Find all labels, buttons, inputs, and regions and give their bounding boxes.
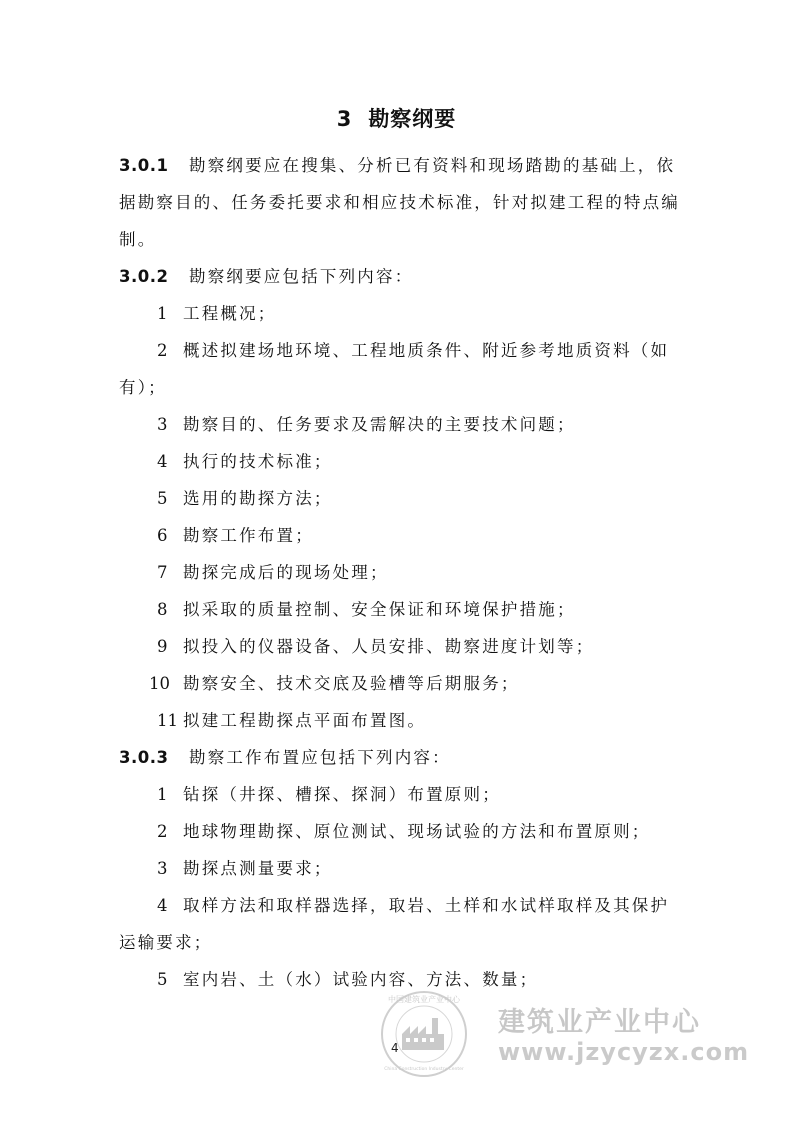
clause-3-0-1-line-1	[119, 147, 684, 184]
item-number: 2	[157, 822, 168, 841]
item-text: 勘探完成后的现场处理；	[183, 563, 389, 582]
page-number: 4	[391, 1041, 399, 1055]
list-item	[119, 850, 684, 887]
clause-number: 3.0.2	[119, 267, 169, 286]
item-text: 室内岩、土（水）试验内容、方法、数量；	[183, 970, 539, 989]
clause-number: 3.0.1	[119, 156, 169, 175]
item-text: 执行的技术标准；	[183, 452, 333, 471]
list-item	[119, 591, 684, 628]
item-text: 勘察目的、任务要求及需解决的主要技术问题；	[183, 415, 576, 434]
clause-number: 3.0.3	[119, 748, 169, 767]
clause-text: 勘察工作布置应包括下列内容：	[189, 748, 451, 767]
item-number: 3	[157, 415, 168, 434]
clause-3-0-1-line-2: 据勘察目的、任务委托要求和相应技术标准，针对拟建工程的特点编	[119, 193, 680, 212]
item-number: 2	[157, 341, 168, 360]
list-item	[119, 813, 684, 850]
list-item	[119, 406, 684, 443]
item-number: 7	[157, 563, 168, 582]
item-number: 10	[149, 674, 170, 693]
list-item	[119, 887, 684, 924]
item-number: 5	[157, 489, 168, 508]
list-item-continuation: 有）；	[119, 378, 167, 397]
item-text: 勘察安全、技术交底及验槽等后期服务；	[183, 674, 520, 693]
item-text: 工程概况；	[183, 304, 277, 323]
item-text: 勘探点测量要求；	[183, 859, 333, 878]
list-item	[119, 702, 684, 739]
item-text: 拟投入的仪器设备、人员安排、勘察进度计划等；	[183, 637, 595, 656]
clause-text: 勘察纲要应在搜集、分析已有资料和现场踏勘的基础上，依	[189, 156, 676, 175]
list-item	[119, 665, 684, 702]
item-text: 概述拟建场地环境、工程地质条件、附近参考地质资料（如	[183, 341, 670, 360]
item-number: 8	[157, 600, 168, 619]
list-item	[119, 295, 684, 332]
item-number: 4	[157, 896, 168, 915]
watermark	[378, 988, 750, 1078]
document-body	[119, 147, 684, 998]
watermark-name: 建筑业产业中心	[498, 1007, 701, 1038]
item-number: 1	[157, 785, 168, 804]
seal-logo-icon	[378, 988, 470, 1080]
item-text: 勘察工作布置；	[183, 526, 314, 545]
section-heading	[0, 103, 793, 133]
item-number: 4	[157, 452, 168, 471]
item-text: 钻探（井探、槽探、探洞）布置原则；	[183, 785, 501, 804]
list-item	[119, 628, 684, 665]
section-title: 勘察纲要	[368, 107, 457, 131]
section-number: 3	[336, 107, 353, 131]
item-text: 地球物理勘探、原位测试、现场试验的方法和布置原则；	[183, 822, 651, 841]
item-number: 6	[157, 526, 168, 545]
item-number: 3	[157, 859, 168, 878]
watermark-url: www.jzycyzx.com	[498, 1038, 750, 1066]
item-number: 1	[157, 304, 168, 323]
clause-3-0-1-line-3: 制。	[119, 230, 157, 249]
list-item	[119, 776, 684, 813]
item-text: 取样方法和取样器选择，取岩、土样和水试样取样及其保护	[183, 896, 670, 915]
item-number: 5	[157, 970, 168, 989]
item-number: 11	[157, 711, 178, 730]
list-item-continuation: 运输要求；	[119, 933, 213, 952]
item-text: 拟采取的质量控制、安全保证和环境保护措施；	[183, 600, 576, 619]
svg-text:中国建筑业产业中心: 中国建筑业产业中心	[388, 995, 460, 1004]
list-item	[119, 517, 684, 554]
list-item	[119, 332, 684, 369]
list-item	[119, 443, 684, 480]
item-number: 9	[157, 637, 168, 656]
clause-text: 勘察纲要应包括下列内容：	[189, 267, 414, 286]
item-text: 拟建工程勘探点平面布置图。	[183, 711, 427, 730]
clause-3-0-2-intro	[119, 258, 684, 295]
clause-3-0-3-intro	[119, 739, 684, 776]
item-text: 选用的勘探方法；	[183, 489, 333, 508]
list-item	[119, 480, 684, 517]
svg-text:China Construction Industry Ce: China Construction Industry Center	[384, 1067, 464, 1072]
list-item	[119, 554, 684, 591]
